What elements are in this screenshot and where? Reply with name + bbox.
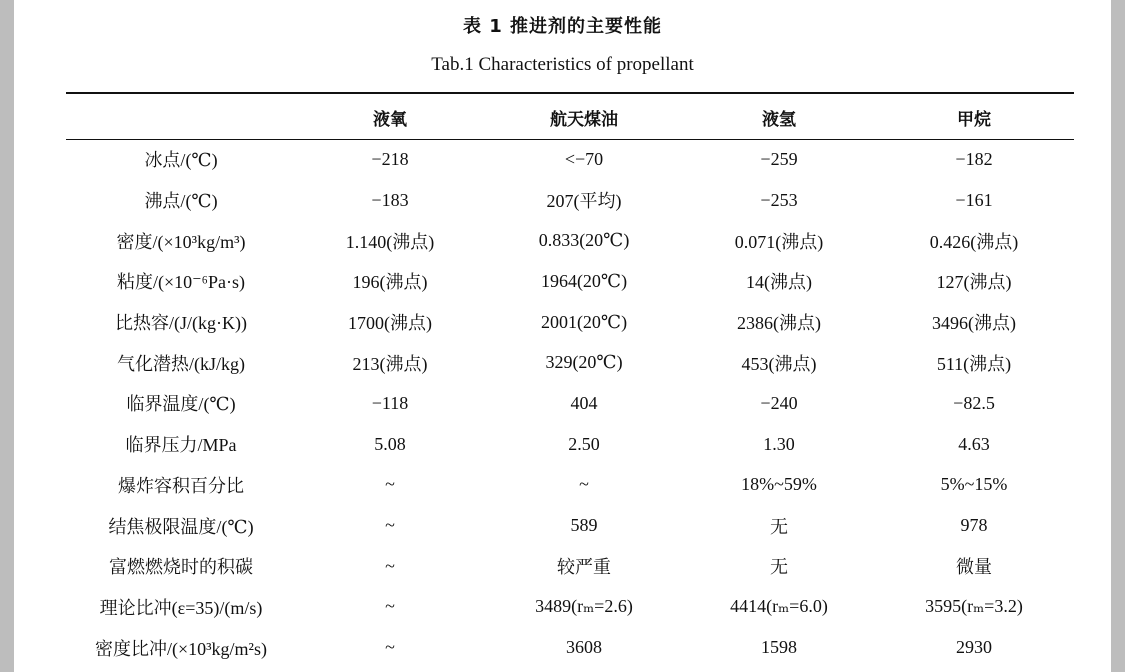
cell-lox: 5.08 (374, 433, 406, 454)
cell-lh2: 2386(沸点) (737, 313, 821, 334)
cell-lox: 213(沸点) (352, 353, 428, 374)
cell-lh2: 0.071(沸点) (734, 231, 824, 252)
right-margin-bar (1111, 0, 1125, 672)
table-row (66, 139, 1074, 180)
cell-methane: 0.426(沸点) (929, 231, 1019, 252)
cell-lh2: 14(沸点) (746, 272, 812, 293)
cell-methane: −161 (955, 189, 993, 210)
cell-kerosene: 3489(rₘ=2.6) (535, 596, 633, 617)
cell-methane: 4.63 (958, 433, 990, 454)
cell-lox: −218 (371, 148, 409, 169)
cell-lh2: 1598 (761, 637, 797, 658)
cell-methane: −82.5 (953, 392, 995, 413)
cell-lox: ~ (385, 555, 395, 576)
header-cell-kerosene: 航天煤油 (550, 110, 618, 130)
cell-lh2: 无 (770, 557, 788, 578)
cell-methane: 2930 (956, 637, 992, 658)
cell-methane: 微量 (956, 557, 992, 578)
table-row (66, 587, 1074, 628)
cell-lox: −118 (371, 392, 409, 413)
cell-kerosene: 589 (570, 515, 598, 536)
row-label: 结焦极限温度/(℃) (108, 516, 254, 537)
cell-lh2: 453(沸点) (741, 353, 817, 374)
table-row (66, 505, 1074, 546)
row-label: 富燃燃烧时的积碳 (109, 557, 253, 578)
cell-methane: 3595(rₘ=3.2) (925, 596, 1023, 617)
cell-kerosene: 207(平均) (546, 191, 622, 212)
table-row (66, 465, 1074, 506)
cell-kerosene: 329(20℃) (545, 352, 623, 373)
left-margin-bar (0, 0, 14, 672)
row-label: 密度/(×10³kg/m³) (116, 231, 246, 252)
cell-kerosene: 0.833(20℃) (538, 230, 630, 251)
propellant-table (66, 96, 1074, 668)
cell-lh2: −253 (760, 189, 798, 210)
cell-lh2: 1.30 (763, 433, 795, 454)
row-label: 密度比冲/(×10³kg/m²s) (95, 638, 267, 659)
cell-methane: 978 (960, 515, 988, 536)
table-row (66, 220, 1074, 261)
cell-kerosene: 2.50 (568, 433, 600, 454)
table-row (66, 546, 1074, 587)
table-caption-zh: 表 1 推进剂的主要性能 (462, 16, 663, 37)
row-label: 爆炸容积百分比 (118, 475, 244, 496)
table-row (66, 627, 1074, 668)
table-header-row (66, 96, 1074, 139)
document-page (14, 0, 1111, 672)
cell-lh2: 无 (770, 516, 788, 537)
table-row (66, 424, 1074, 465)
row-label: 粘度/(×10⁻⁶Pa·s) (117, 272, 245, 293)
cell-lh2: −240 (760, 392, 798, 413)
row-label: 气化潜热/(kJ/kg) (117, 353, 245, 374)
cell-kerosene: ~ (579, 474, 589, 495)
cell-kerosene: 较严重 (557, 557, 611, 578)
cell-methane: 5%~15% (940, 474, 1008, 495)
header-cell-lox: 液氧 (373, 110, 407, 130)
cell-lox: ~ (385, 596, 395, 617)
table-top-rule (66, 92, 1074, 94)
table-caption-en: Tab.1 Characteristics of propellant (431, 54, 694, 75)
cell-methane: 127(沸点) (936, 272, 1012, 293)
cell-kerosene: <−70 (564, 148, 604, 169)
row-label: 沸点/(℃) (144, 191, 218, 212)
cell-kerosene: 2001(20℃) (540, 311, 628, 332)
cell-lox: ~ (385, 637, 395, 658)
header-cell-methane: 甲烷 (957, 110, 991, 130)
cell-methane: 3496(沸点) (932, 313, 1016, 334)
cell-kerosene: 1964(20℃) (540, 270, 628, 291)
cell-lh2: −259 (760, 148, 798, 169)
table-row (66, 342, 1074, 383)
table-row (66, 383, 1074, 424)
cell-lh2: 4414(rₘ=6.0) (730, 596, 828, 617)
table-body (66, 139, 1074, 668)
row-label: 比热容/(J/(kg·K)) (115, 313, 247, 334)
cell-lox: ~ (385, 515, 395, 536)
cell-lox: −183 (371, 189, 409, 210)
row-label: 临界压力/MPa (125, 435, 237, 456)
cell-methane: 511(沸点) (936, 353, 1012, 374)
header-cell-lh2: 液氢 (762, 110, 796, 130)
cell-kerosene: 404 (570, 392, 598, 413)
cell-methane: −182 (955, 148, 993, 169)
row-label: 冰点/(℃) (144, 150, 218, 171)
cell-lox: 196(沸点) (352, 272, 428, 293)
cell-lox: 1.140(沸点) (345, 231, 435, 252)
header-cell-empty (66, 96, 296, 139)
row-label: 理论比冲(ε=35)/(m/s) (99, 597, 263, 618)
cell-kerosene: 3608 (566, 637, 602, 658)
table-row (66, 302, 1074, 343)
table-row (66, 180, 1074, 221)
cell-lox: 1700(沸点) (348, 313, 432, 334)
table-row (66, 261, 1074, 302)
row-label: 临界温度/(℃) (126, 394, 236, 415)
cell-lox: ~ (385, 474, 395, 495)
cell-lh2: 18%~59% (741, 474, 817, 495)
